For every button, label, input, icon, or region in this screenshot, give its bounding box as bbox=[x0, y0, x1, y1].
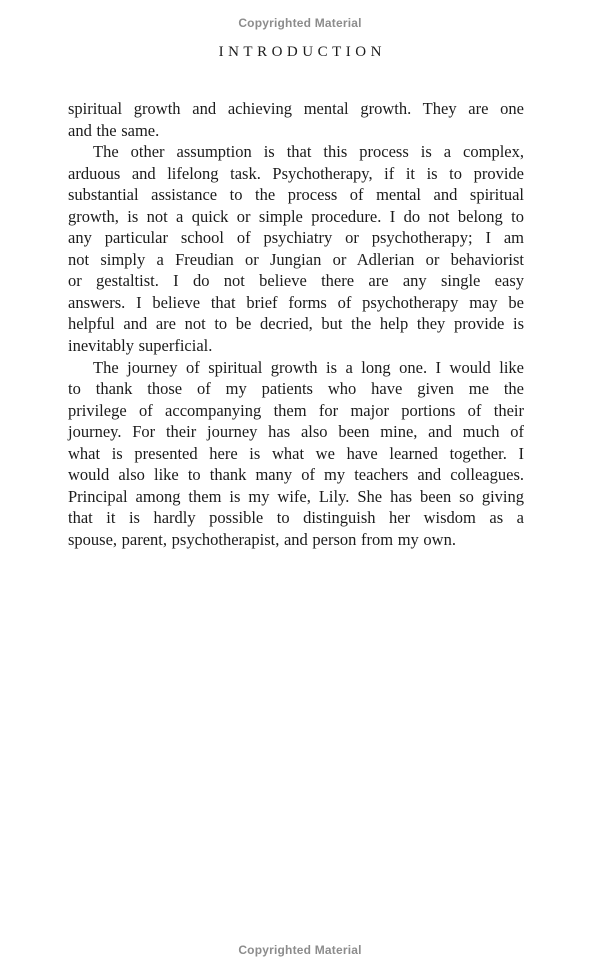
text-line: and the same. bbox=[68, 120, 160, 140]
text-line: or gestaltist. I do not believe there are any single easy bbox=[68, 271, 524, 291]
text-line: inevitably superficial. bbox=[68, 336, 213, 356]
body-text bbox=[68, 98, 524, 550]
text-line: to thank those of my patients who have given me the bbox=[68, 379, 524, 399]
text-line: The other assumption is that this process is a complex, bbox=[93, 142, 524, 162]
copyright-notice-bottom: Copyrighted Material bbox=[238, 943, 362, 957]
text-line: The journey of spiritual growth is a long one. I would like bbox=[93, 357, 524, 377]
paragraph bbox=[68, 141, 524, 356]
copyright-notice-top: Copyrighted Material bbox=[238, 16, 362, 30]
text-line: arduous and lifelong task. Psychotherapy, if it is to provide bbox=[68, 163, 524, 183]
text-line: answers. I believe that brief forms of psychotherapy may be bbox=[68, 292, 524, 312]
paragraph bbox=[68, 357, 524, 551]
text-line: Principal among them is my wife, Lily. She has been so giving bbox=[68, 486, 524, 506]
text-line: that it is hardly possible to distinguish her wisdom as a bbox=[68, 508, 524, 528]
text-line: spiritual growth and achieving mental growth. They are one bbox=[68, 99, 524, 118]
text-line: substantial assistance to the process of mental and spiritual bbox=[68, 185, 524, 205]
chapter-heading: INTRODUCTION bbox=[218, 44, 386, 60]
paragraph bbox=[68, 98, 524, 141]
text-line: privilege of accompanying them for major portions of their bbox=[68, 400, 524, 420]
text-line: not simply a Freudian or Jungian or Adlerian or behaviorist bbox=[68, 249, 524, 269]
text-line: journey. For their journey has also been mine, and much of bbox=[68, 422, 524, 442]
text-line: what is presented here is what we have learned together. I bbox=[68, 443, 524, 463]
text-line: helpful and are not to be decried, but the help they provide is bbox=[68, 314, 524, 334]
text-line: any particular school of psychiatry or psychotherapy; I am bbox=[68, 228, 524, 248]
text-line: would also like to thank many of my teachers and colleagues. bbox=[68, 465, 524, 485]
text-line: growth, is not a quick or simple procedure. I do not belong to bbox=[68, 206, 524, 226]
text-line: spouse, parent, psychotherapist, and person from my own. bbox=[68, 529, 456, 549]
